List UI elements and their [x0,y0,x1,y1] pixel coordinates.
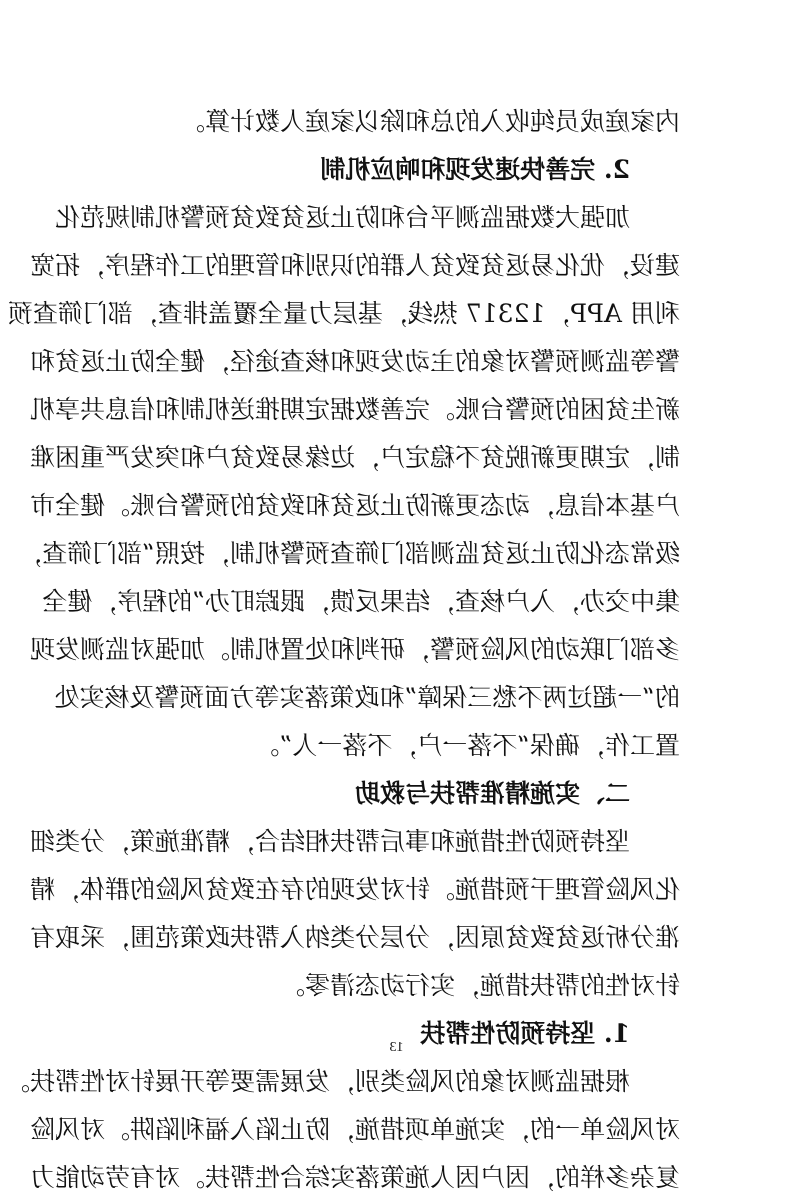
text-line: 的“一超过两不愁三保障”和政策落实等方面预警及核实处 [54,683,680,712]
text-line: 户基本信息，动态更新防止返贫和致贫的预警台账。健全市 [29,491,680,520]
section-heading: 1. 坚持预防性帮扶 [420,1019,630,1048]
text-line: 化风险管理干预措施。针对发现的存在致贫风险的群体，精 [29,875,680,904]
text-line: 集中交办，入户核查，结果反馈，跟踪盯办”的程序，健全 [42,587,680,616]
text-line: 新生贫困的预警台账。完善数据定期推送机制和信息共享机 [29,395,680,424]
text-line: 建设，优化易返贫致贫人群的识别和管理的工作程序，拓宽 [29,251,680,280]
text-line: 警等监测预警对象的主动发现和核查途径，健全防止返贫和 [29,347,680,376]
page-number: 13 [389,1040,404,1055]
text-line: 加强大数据监测平台和防止返贫致贫预警机制规范化 [54,203,630,232]
text-line: 根据监测对象的风险类别，发展需要等开展针对性帮扶。 [4,1067,630,1096]
text-line: 利用 APP，12317 热线，基层力量全覆盖排查，部门筛查预 [7,299,680,328]
text-line: 级常态化防止返贫监测部门筛查预警机制，按照“部门筛查， [17,539,680,568]
text-line: 准分析返贫致贫原因，分层分类纳入帮扶政策范围，采取有 [29,923,680,952]
text-line: 针对性的帮扶措施，实行动态清零。 [279,971,680,1000]
text-line: 内家庭成员纯收入的总和除以家庭人数计算。 [179,107,680,136]
text-line: 对风险单一的，实施单项措施，防止陷入福利陷阱。对风险 [29,1115,680,1144]
section-heading: 二、实施精准帮扶与救助 [354,779,630,808]
document-body [4,98,680,1202]
text-line: 制，定期更新脱贫不稳定户，边缘易致贫户和突发严重困难 [29,443,680,472]
text-line: 置工作，确保“不落一户，不落一人”。 [254,731,680,760]
text-line: 多部门联动的风险预警，研判和处置机制。加强对监测发现 [29,635,680,664]
section-heading: 2. 完善快速发现和响应机制 [320,155,630,184]
text-line: 复杂多样的，因户因人施策落实综合性帮扶。对有劳动能力 [29,1163,680,1192]
text-line: 坚持预防性措施和事后帮扶相结合，精准施策，分类细 [29,827,630,856]
